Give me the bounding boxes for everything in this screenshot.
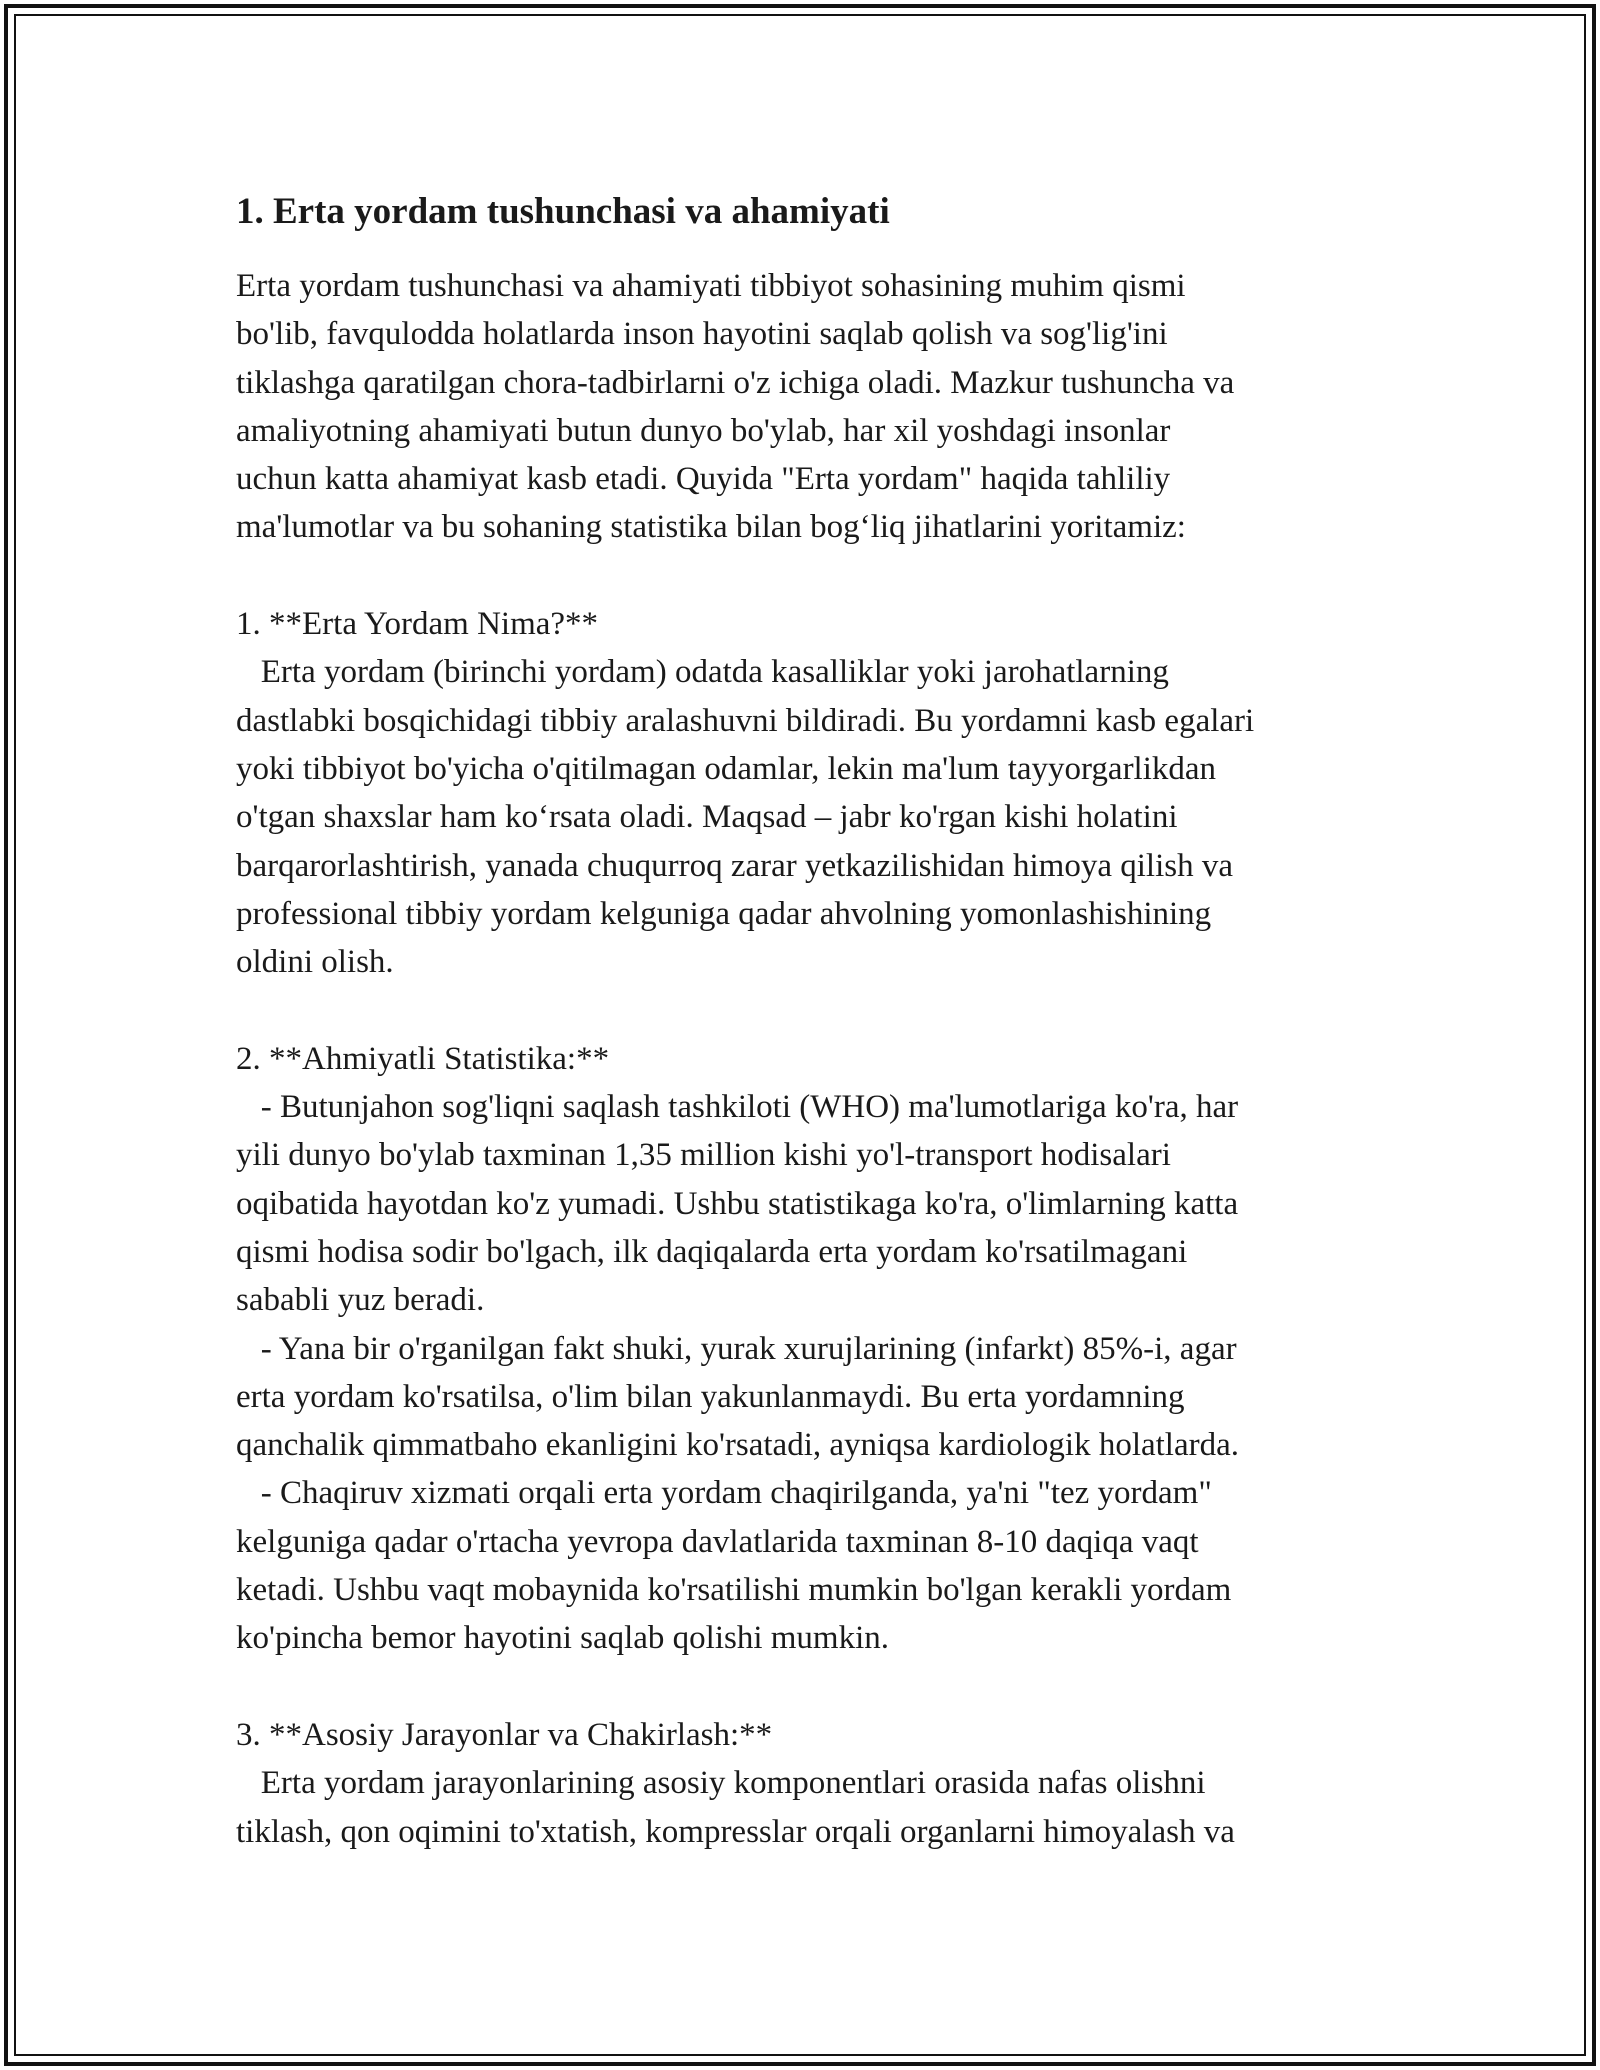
text-line: - Yana bir o'rganilgan fakt shuki, yurak xurujlarining (infarkt) 85%-i, agar — [236, 1330, 1237, 1367]
blank-line — [236, 1663, 1386, 1711]
section-heading: 1. Erta yordam tushunchasi va ahamiyati — [236, 191, 890, 232]
blank-line — [236, 552, 1386, 600]
text-line: 1. **Erta Yordam Nima?** — [236, 606, 599, 643]
text-line: Erta yordam jarayonlarining asosiy komponentlari orasida nafas olishni — [236, 1765, 1206, 1802]
text-line: oqibatida hayotdan ko'z yumadi. Ushbu statistikaga ko'ra, o'limlarning katta — [236, 1185, 1239, 1222]
text-line: qanchalik qimmatbaho ekanligini ko'rsatadi, ayniqsa kardiologik holatlarda. — [236, 1427, 1240, 1464]
text-line: - Chaqiruv xizmati orqali erta yordam chaqirilganda, ya'ni "tez yordam" — [236, 1475, 1212, 1512]
text-line: professional tibbiy yordam kelguniga qadar ahvolning yomonlashishining — [236, 895, 1212, 932]
text-line: bo'lib, favqulodda holatlarda inson hayotini saqlab qolish va sog'lig'ini — [236, 316, 1168, 353]
text-line: dastlabki bosqichidagi tibbiy aralashuvni bildiradi. Bu yordamni kasb egalari — [236, 702, 1255, 739]
text-line: barqarorlashtirish, yanada chuqurroq zarar yetkazilishidan himoya qilish va — [236, 847, 1233, 884]
text-line: o'tgan shaxslar ham ko‘rsata oladi. Maqsad – jabr ko'rgan kishi holatini — [236, 799, 1178, 836]
text-line: - Butunjahon sog'liqni saqlash tashkiloti (WHO) ma'lumotlariga ko'ra, har — [236, 1089, 1239, 1126]
text-line: yoki tibbiyot bo'yicha o'qitilmagan odamlar, lekin ma'lum tayyorgarlikdan — [236, 750, 1217, 787]
text-line: amaliyotning ahamiyati butun dunyo bo'ylab, har xil yoshdagi insonlar — [236, 412, 1171, 449]
text-line: 2. **Ahmiyatli Statistika:** — [236, 1040, 610, 1077]
text-lines — [236, 262, 1386, 1856]
text-line: Erta yordam tushunchasi va ahamiyati tibbiyot sohasining muhim qismi — [236, 268, 1186, 304]
text-line: ko'pincha bemor hayotini saqlab qolishi mumkin. — [236, 1620, 890, 1657]
blank-line — [236, 986, 1386, 1034]
text-line: oldini olish. — [236, 944, 394, 981]
text-line: Erta yordam (birinchi yordam) odatda kasalliklar yoki jarohatlarning — [236, 654, 1169, 691]
text-line: tiklash, qon oqimini to'xtatish, kompresslar orqali organlarni himoyalash va — [236, 1813, 1235, 1850]
text-line: sababli yuz beradi. — [236, 1282, 485, 1319]
text-line: uchun katta ahamiyat kasb etadi. Quyida "Erta yordam" haqida tahliliy — [236, 461, 1171, 498]
text-line: kelguniga qadar o'rtacha yevropa davlatlarida taxminan 8-10 daqiqa vaqt — [236, 1523, 1199, 1560]
text-line: ketadi. Ushbu vaqt mobaynida ko'rsatilishi mumkin bo'lgan kerakli yordam — [236, 1572, 1232, 1609]
document-body — [236, 188, 1386, 1856]
text-line: erta yordam ko'rsatilsa, o'lim bilan yakunlanmaydi. Bu erta yordamning — [236, 1378, 1185, 1415]
text-line: qismi hodisa sodir bo'lgach, ilk daqiqalarda erta yordam ko'rsatilmagani — [236, 1233, 1188, 1270]
text-line: tiklashga qaratilgan chora-tadbirlarni o'z ichiga oladi. Mazkur tushuncha va — [236, 364, 1235, 401]
text-line: yili dunyo bo'ylab taxminan 1,35 million kishi yo'l-transport hodisalari — [236, 1137, 1171, 1174]
text-line: ma'lumotlar va bu sohaning statistika bilan bog‘liq jihatlarini yoritamiz: — [236, 509, 1186, 546]
text-line: 3. **Asosiy Jarayonlar va Chakirlash:** — [236, 1716, 773, 1753]
